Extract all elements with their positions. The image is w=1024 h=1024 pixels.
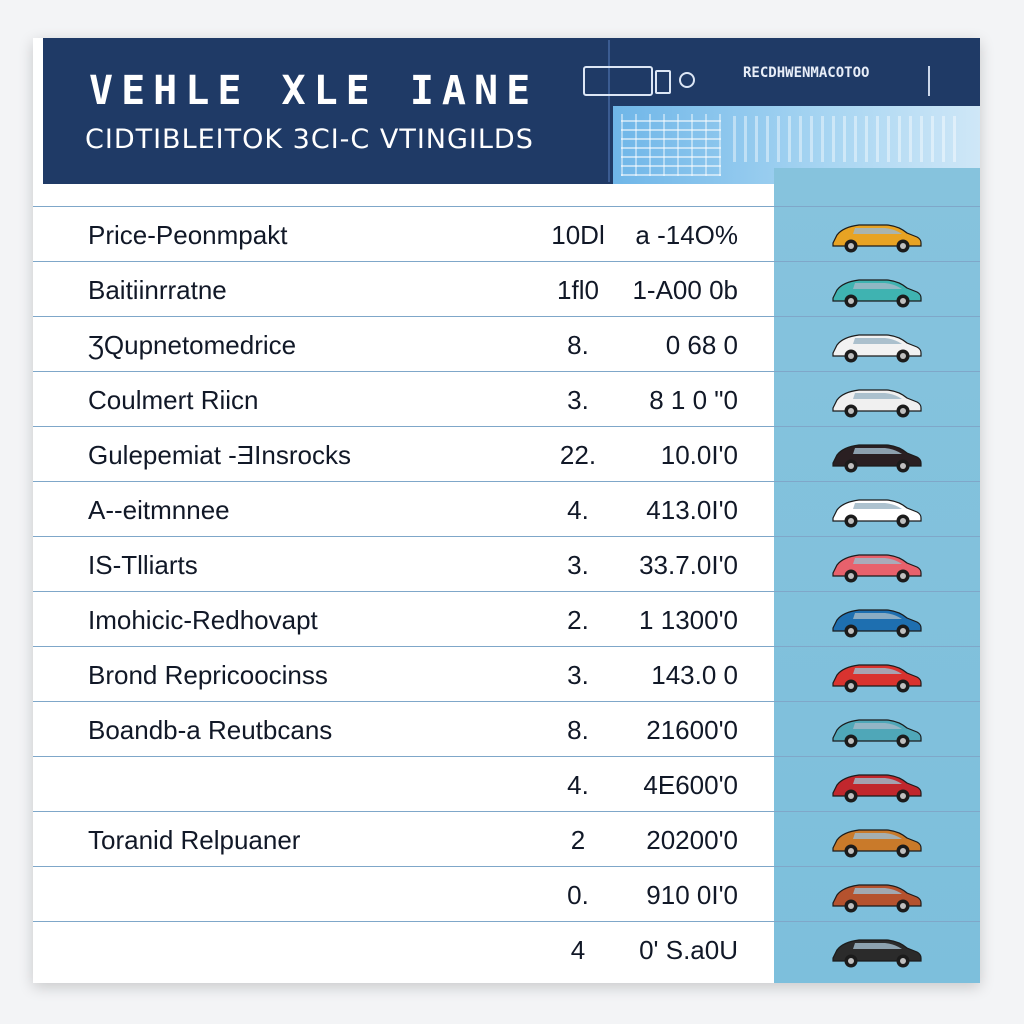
plug-icon: [655, 70, 671, 94]
table-row: [33, 811, 980, 866]
row-value: 413.0I'0: [646, 495, 738, 525]
row-label: Baitiinrratne: [88, 275, 227, 305]
row-label: IS-Tlliarts: [88, 550, 198, 580]
row-label: Toranid Relpuaner: [88, 825, 301, 855]
row-number: 4.: [567, 770, 589, 800]
table-row: [33, 756, 980, 811]
row-number: 8.: [567, 330, 589, 360]
car-icon: [825, 270, 925, 310]
row-car-image: [825, 270, 925, 310]
header-icon-group: [583, 66, 713, 100]
row-car-image: [825, 435, 925, 475]
row-value: 10.0I'0: [660, 440, 738, 470]
car-icon: [825, 435, 925, 475]
table-row: [33, 866, 980, 921]
row-car-image: [825, 545, 925, 585]
header-wrapper: [33, 38, 980, 184]
row-car-image: [825, 765, 925, 805]
row-label: Price-Peonmpakt: [88, 220, 288, 250]
header-banner: [43, 38, 980, 184]
car-icon: [825, 655, 925, 695]
car-icon: [825, 490, 925, 530]
table-row: [33, 426, 980, 481]
row-car-image: [825, 655, 925, 695]
header-divider: [608, 40, 610, 182]
row-car-image: [825, 600, 925, 640]
car-icon: [825, 325, 925, 365]
row-value: 910 0I'0: [646, 880, 738, 910]
dashboard-bars-graphic: [733, 116, 963, 162]
row-number: 22.: [559, 440, 597, 470]
car-icon: [825, 600, 925, 640]
page-subtitle: CIDTIBLEITOK 3CI-C VTINGILDS: [85, 124, 534, 155]
row-car-image: [825, 710, 925, 750]
row-value: 0 68 0: [665, 330, 738, 360]
car-icon: [825, 710, 925, 750]
row-label: Boandb-a Reutbcans: [88, 715, 333, 745]
car-icon: [825, 930, 925, 970]
row-car-image: [825, 215, 925, 255]
car-icon: [825, 215, 925, 255]
key-icon: [679, 72, 695, 88]
row-label: Coulmert Riicn: [88, 385, 259, 415]
car-icon: [825, 875, 925, 915]
row-value: 143.0 0: [651, 660, 738, 690]
table-row: [33, 591, 980, 646]
row-value: 33.7.0I'0: [639, 550, 738, 580]
page-title: VEHLE XLE IANE: [89, 68, 539, 114]
row-label: A--eitmnnee: [88, 495, 230, 525]
table-row: [33, 206, 980, 261]
row-value: 20200'0: [646, 825, 738, 855]
row-number: 2: [570, 825, 586, 855]
row-car-image: [825, 930, 925, 970]
dashboard-grid-graphic: [621, 114, 721, 176]
battery-icon: [583, 66, 653, 96]
table-row: [33, 536, 980, 591]
row-car-image: [825, 490, 925, 530]
row-value: 21600'0: [646, 715, 738, 745]
header-right-label: RECDHWENMACOTOO: [743, 65, 870, 81]
row-car-image: [825, 875, 925, 915]
table-row: [33, 481, 980, 536]
row-value: 1 1300'0: [639, 605, 738, 635]
row-number: 3.: [567, 660, 589, 690]
table-row: [33, 646, 980, 701]
row-number: 4.: [567, 495, 589, 525]
row-value: 0' S.a0U: [639, 935, 738, 965]
row-number: 0.: [567, 880, 589, 910]
row-label: ƷQuрnеtomedrice: [88, 330, 297, 360]
table-row: [33, 261, 980, 316]
table-row: [33, 316, 980, 371]
table-row: [33, 921, 980, 976]
row-label: Gulepemiat -ƎInsrocks: [88, 440, 351, 470]
row-number: 4: [570, 935, 586, 965]
row-label: Brond Repricoocinss: [88, 660, 328, 690]
row-label: Imohicic-Redhovapt: [88, 605, 318, 635]
row-value: 4E600'0: [643, 770, 738, 800]
car-icon: [825, 765, 925, 805]
row-number: 10Dl: [551, 220, 605, 250]
car-icon: [825, 545, 925, 585]
row-number: 1fl0: [557, 275, 599, 305]
car-icon: [825, 380, 925, 420]
table-row: [33, 371, 980, 426]
row-value: 8 1 0 "0: [649, 385, 738, 415]
comparison-table: [33, 206, 980, 976]
row-car-image: [825, 820, 925, 860]
row-number: 8.: [567, 715, 589, 745]
row-number: 3.: [567, 385, 589, 415]
car-icon: [825, 820, 925, 860]
row-value: a -14O%: [635, 220, 738, 250]
row-number: 3.: [567, 550, 589, 580]
row-car-image: [825, 325, 925, 365]
row-value: 1-A00 0b: [632, 275, 738, 305]
table-row: [33, 701, 980, 756]
row-number: 2.: [567, 605, 589, 635]
header-right-divider: [928, 66, 930, 96]
row-car-image: [825, 380, 925, 420]
